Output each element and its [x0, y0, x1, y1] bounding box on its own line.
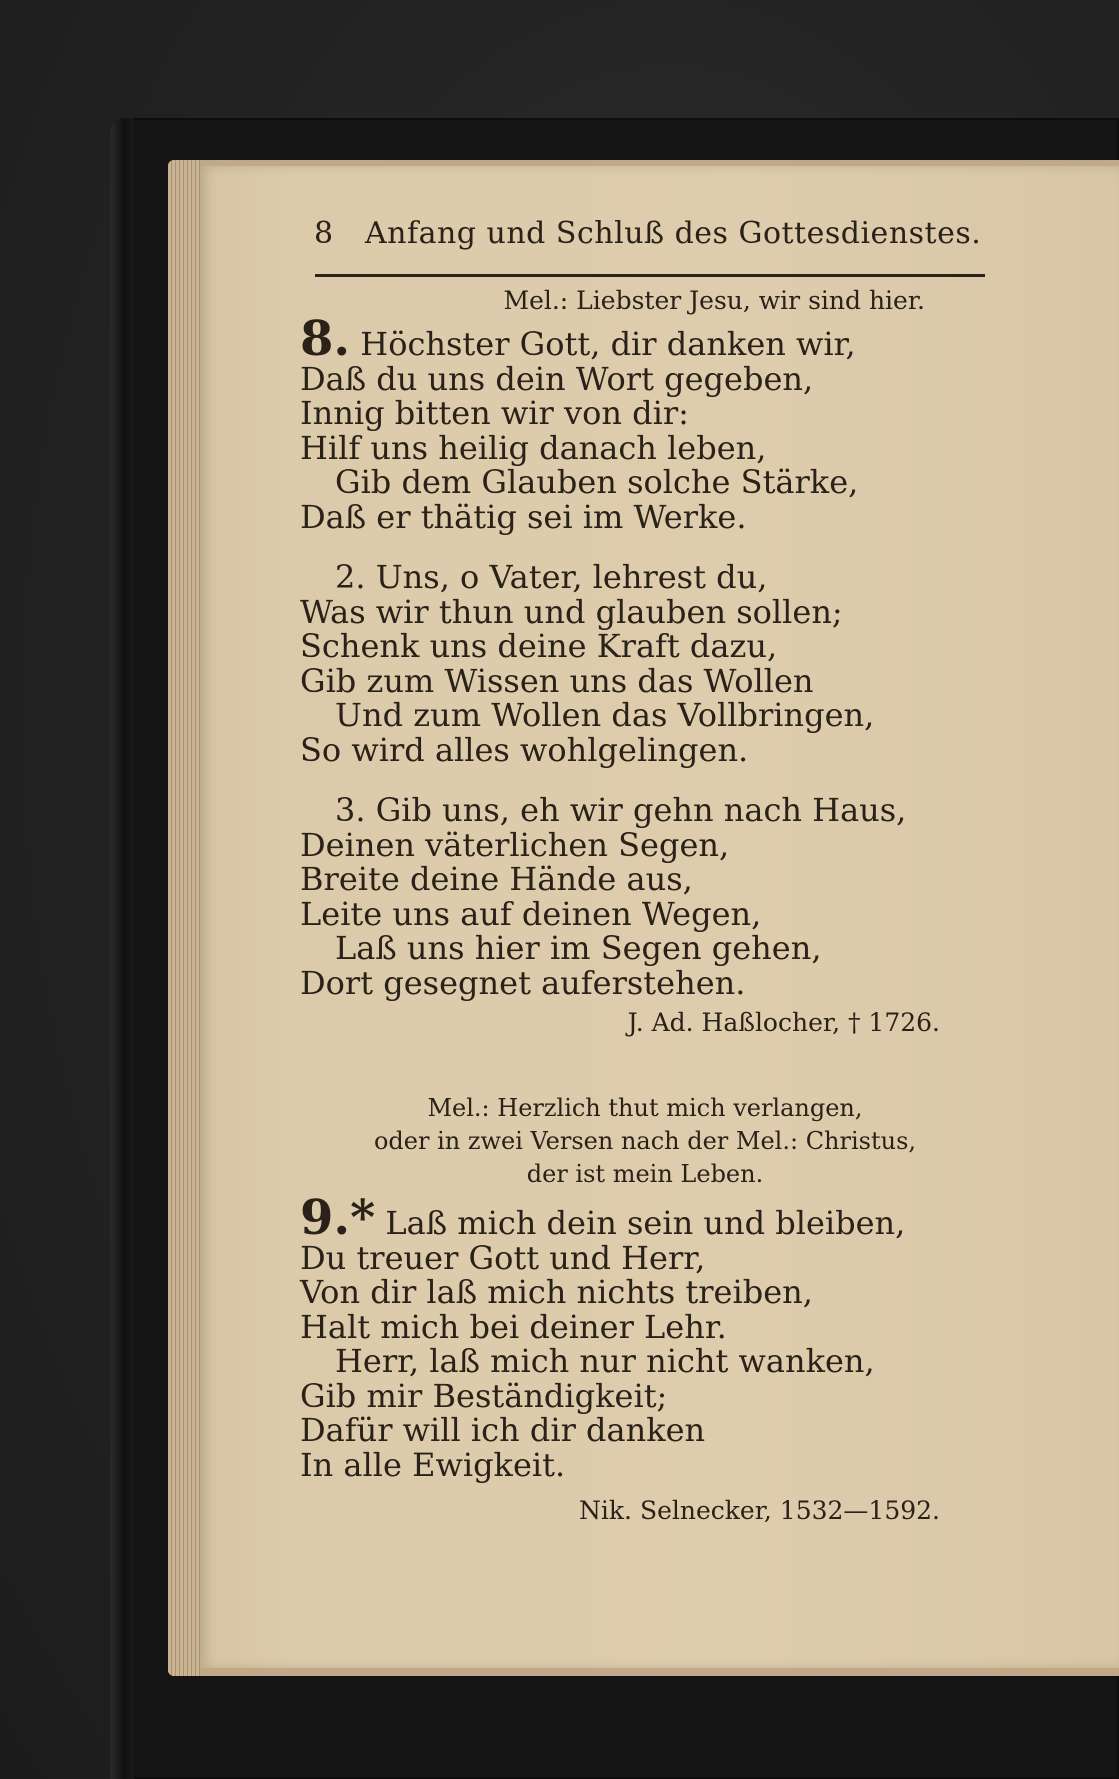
verse-line: So wird alles wohlgelingen. — [300, 730, 749, 769]
hymn-number: 8. — [300, 311, 351, 367]
hymn-author: J. Ad. Haßlocher, † 1726. — [627, 1008, 940, 1037]
page-number: 8 — [314, 216, 334, 251]
hymn-9 — [300, 1092, 990, 1528]
verse-line: Dort gesegnet auferstehen. — [300, 963, 746, 1002]
page-content — [300, 210, 990, 1528]
melody-line: Mel.: Herzlich thut mich verlangen, — [427, 1094, 863, 1122]
verse-line: Deinen väterlichen Segen, — [300, 825, 730, 864]
running-title: Anfang und Schluß des Gottesdienstes. — [365, 216, 982, 251]
verse-line: Laß uns hier im Segen gehen, — [335, 929, 822, 967]
verse-line: Daß er thätig sei im Werke. — [300, 497, 747, 536]
verse-line: Gib dem Glauben solche Stärke, — [335, 463, 859, 501]
verse-line: Breite deine Hände aus, — [300, 860, 693, 898]
verse-line: Was wir thun und glauben sollen; — [300, 592, 843, 631]
verse-line: Und zum Wollen das Vollbringen, — [335, 696, 875, 734]
verse-line: Daß du uns dein Wort gegeben, — [300, 359, 814, 398]
verse-line: Halt mich bei deiner Lehr. — [300, 1307, 727, 1346]
verse-line: Gib mir Beständigkeit; — [300, 1376, 668, 1415]
verse-line: 3. Gib uns, eh wir gehn nach Haus, — [335, 791, 907, 829]
verse-line: Schenk uns deine Kraft dazu, — [300, 627, 778, 665]
book-spine-edge — [110, 118, 134, 1779]
verse-line: Gib zum Wissen uns das Wollen — [300, 661, 814, 700]
verse-line: 9.* Laß mich dein sein und bleiben, — [300, 1190, 906, 1246]
hymn-number: 9.* — [300, 1190, 376, 1246]
melody-line: Mel.: Liebster Jesu, wir sind hier. — [503, 286, 925, 315]
verse-line: Du treuer Gott und Herr, — [300, 1238, 706, 1277]
verse-line: Innig bitten wir von dir: — [300, 394, 689, 432]
verse-line: Dafür will ich dir danken — [300, 1411, 706, 1449]
verse-line: In alle Ewigkeit. — [300, 1445, 566, 1484]
melody-line: oder in zwei Versen nach der Mel.: Christus, — [373, 1127, 917, 1155]
verse-line: 8. Höchster Gott, dir danken wir, — [300, 311, 856, 367]
verse-line: Leite uns auf deinen Wegen, — [300, 894, 762, 933]
header-rule — [315, 274, 985, 277]
verse-line: 2. Uns, o Vater, lehrest du, — [335, 558, 768, 596]
running-header — [300, 210, 990, 266]
hymn-author: Nik. Selnecker, 1532—1592. — [579, 1496, 940, 1525]
melody-line: der ist mein Leben. — [526, 1160, 764, 1188]
verse-line: Herr, laß mich nur nicht wanken, — [335, 1342, 875, 1380]
verse-line: Von dir laß mich nichts treiben, — [300, 1273, 813, 1311]
hymn-8 — [300, 284, 990, 1040]
verse-line: Hilf uns heilig danach leben, — [300, 428, 767, 467]
